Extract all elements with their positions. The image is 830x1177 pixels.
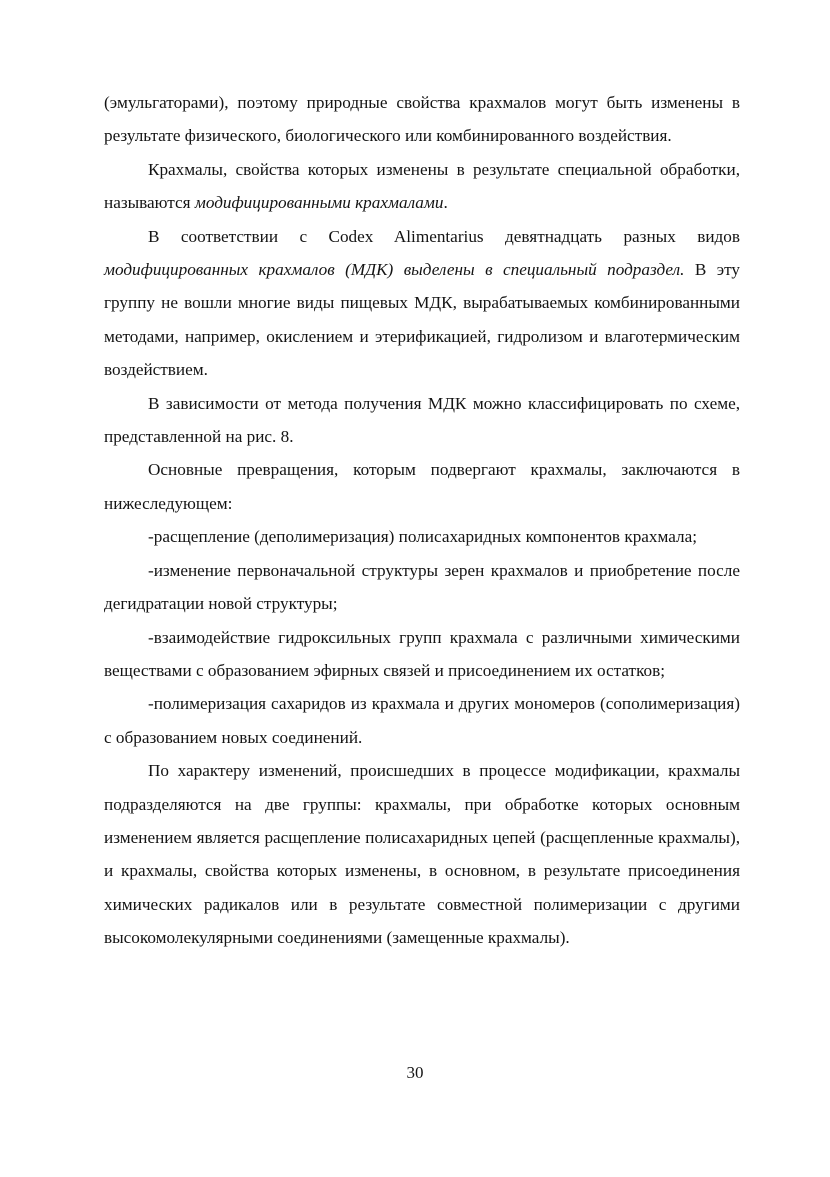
paragraph-codex-alimentarius — [104, 220, 740, 387]
emphasized-term: модифицированных крахмалов (МДК) выделены в специальный подраздел. — [104, 260, 685, 280]
paragraph-two-groups — [104, 754, 740, 954]
emphasized-term: модифицированными крахмалами — [194, 193, 444, 213]
paragraph-text: Основные превращения, которым подвергают крахмалы, заключаются в нижеследующем: — [104, 460, 740, 513]
paragraph-text: В эту группу не вошли многие виды пищевых МДК, вырабатываемых комбинированными методами, например, окислением и этерификацией, гидролизом и влаготермическим воздействием. — [104, 260, 740, 380]
list-item-depolymerization — [104, 520, 740, 553]
paragraph-text: Крахмалы, свойства которых изменены в результате специальной обработки, называются — [104, 159, 740, 213]
list-item-polymerization — [104, 687, 740, 754]
list-item-text: -полимеризация сахаридов из крахмала и других мономеров (сополимеризация) с образованием новых соединений. — [104, 694, 740, 747]
paragraph-continuation — [104, 86, 740, 153]
paragraph-text: В соответствии с Codex Alimentarius девятнадцать разных видов — [148, 226, 740, 246]
list-item-text: -изменение первоначальной структуры зерен крахмалов и приобретение после дегидратации новой структуры; — [104, 560, 740, 614]
paragraph-modified-starch-definition — [104, 153, 740, 220]
paragraph-text: (эмульгаторами), поэтому природные свойства крахмалов могут быть изменены в результате физического, биологического или комбинированного воздействия. — [104, 93, 740, 146]
list-item-hydroxyl-interaction — [104, 621, 740, 688]
paragraph-text: . — [443, 193, 448, 213]
body-text — [104, 86, 740, 955]
list-item-text: -взаимодействие гидроксильных групп крахмала с различными химическими веществами с образованием эфирных связей и присоединением их остатков; — [104, 627, 740, 680]
paragraph-text: В зависимости от метода получения МДК можно классифицировать по схеме, представленной на рис. 8. — [104, 393, 740, 447]
page-number: 30 — [406, 1063, 424, 1082]
paragraph-main-transformations — [104, 453, 740, 520]
list-item-structure-change — [104, 554, 740, 621]
paragraph-classification — [104, 387, 740, 454]
list-item-text: -расщепление (деполимеризация) полисахаридных компонентов крахмала; — [148, 527, 698, 547]
paragraph-text: По характеру изменений, происшедших в процессе модификации, крахмалы подразделяются на две группы: крахмалы, при обработке которых основным изменением является расщепление полисахаридных цепей (расщепленные крахмалы), и крахмалы, свойства которых изменены, в основном, в результате присоединения химических радикалов или в результате совместной полимеризации с другими высокомолекулярными соединениями (замещенные крахмалы). — [104, 761, 740, 948]
